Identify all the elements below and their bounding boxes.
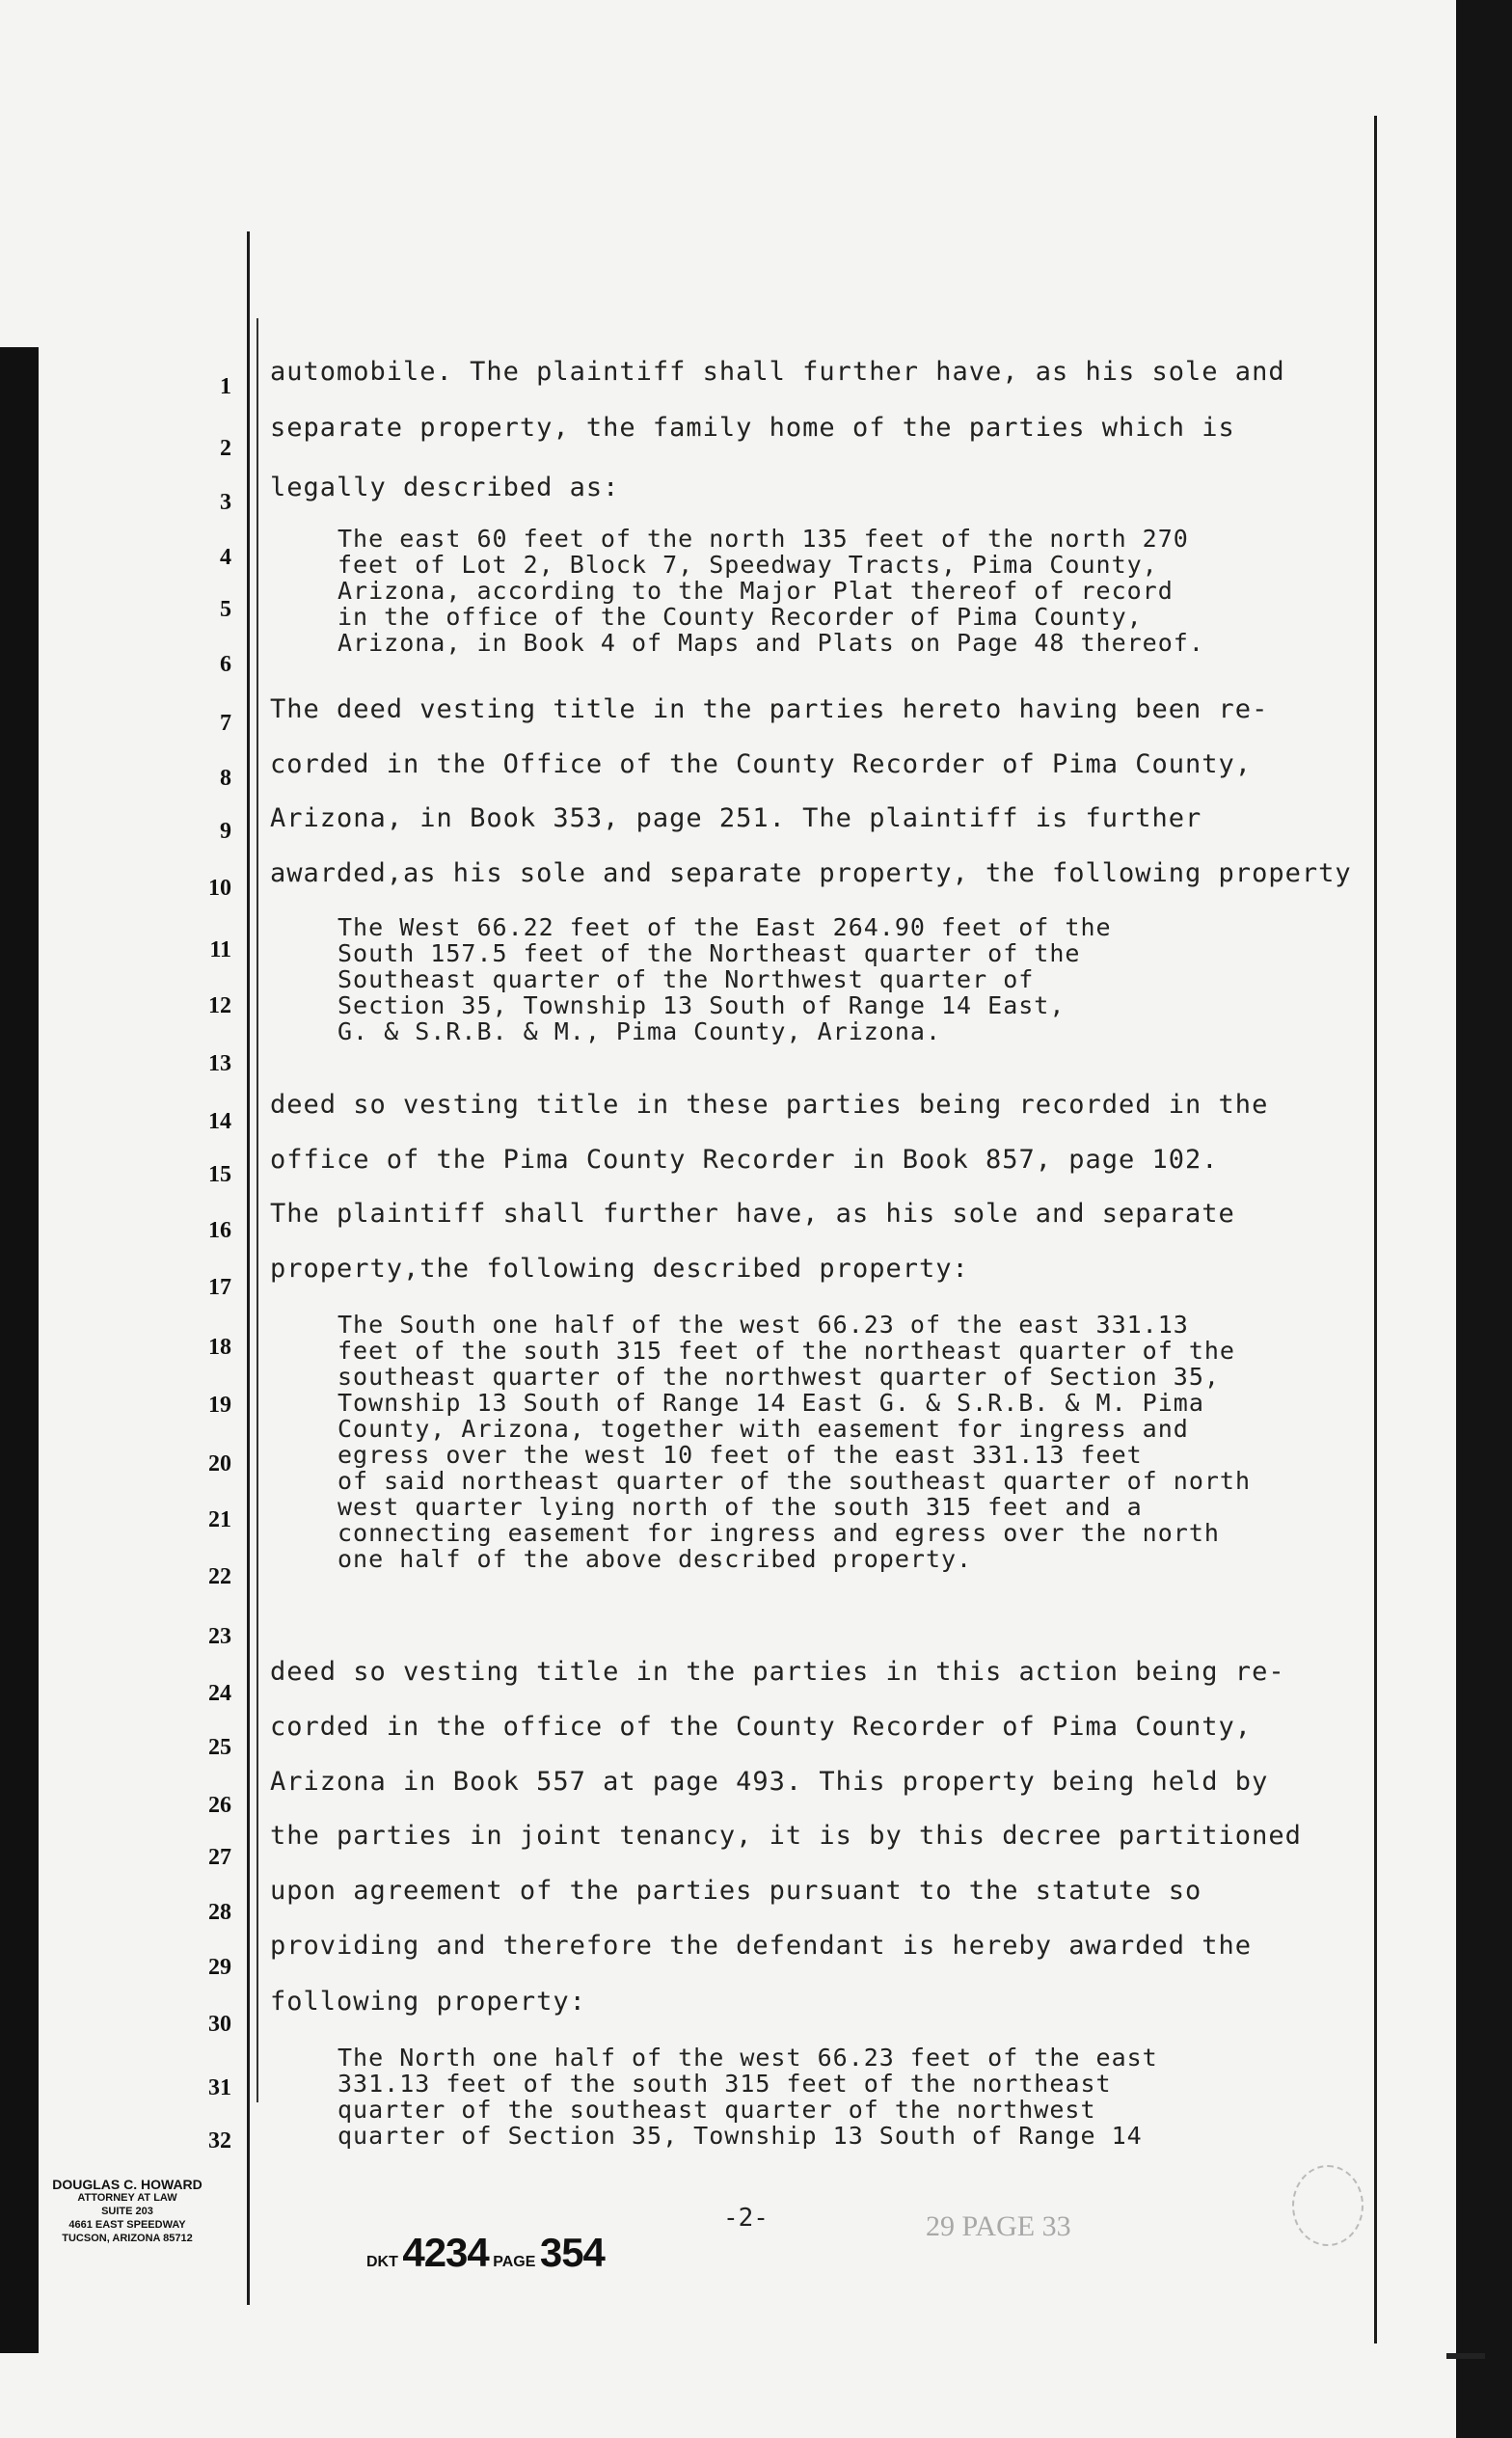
line-number: 22 xyxy=(208,1564,231,1589)
text-line: Arizona in Book 557 at page 493. This property being held by xyxy=(270,1767,1269,1797)
line-number: 32 xyxy=(208,2128,231,2154)
line-number: 25 xyxy=(208,1735,231,1760)
text-line: corded in the office of the County Recorder of Pima County, xyxy=(270,1712,1253,1742)
legal-description: The West 66.22 feet of the East 264.90 feet of the South 157.5 feet of the Northeast quarter of the Southeast quarter of the Northwest quarter of Section 35, Township 13 South of Range 14 East, G. & S.R.B. & M., Pima County, Arizona. xyxy=(338,913,1112,1045)
line-number: 11 xyxy=(209,937,231,962)
line-number: 16 xyxy=(208,1218,231,1243)
line-number: 10 xyxy=(208,876,231,901)
line-number: 29 xyxy=(208,1955,231,1980)
corner-mark xyxy=(1446,2353,1485,2359)
docket-page: 354 xyxy=(539,2230,605,2275)
line-number: 8 xyxy=(220,766,231,791)
attorney-title: ATTORNEY AT LAW xyxy=(77,2192,177,2204)
attorney-name: DOUGLAS C. HOWARD xyxy=(52,2177,202,2192)
docket-label: DKT xyxy=(366,2254,398,2270)
line-number: 12 xyxy=(208,993,231,1018)
line-number: 9 xyxy=(220,819,231,844)
line-number: 19 xyxy=(208,1393,231,1418)
line-number: 17 xyxy=(208,1275,231,1300)
line-number: 28 xyxy=(208,1900,231,1925)
line-number: 31 xyxy=(208,2075,231,2100)
seal-mark xyxy=(1292,2165,1364,2246)
line-number: 4 xyxy=(220,545,231,570)
margin-rule xyxy=(247,231,250,2305)
line-number: 27 xyxy=(208,1845,231,1870)
legal-description: The South one half of the west 66.23 of the east 331.13 feet of the south 315 feet of the northeast quarter of the southeast quarter of the northwest quarter of Section 35, Township 13 South of Range 14 East G. & S.R.B. & M. Pima County, Arizona, together with easement for ingress and egress over the west 10 feet of the east 331.13 feet of said northeast quarter of the southeast quarter of north west quarter lying north of the south 315 feet and a connecting easement for ingress and egress over the north one half of the above described property. xyxy=(338,1311,1252,1573)
text-line: property,the following described property: xyxy=(270,1254,969,1284)
attorney-city: TUCSON, ARIZONA 85712 xyxy=(62,2233,193,2244)
text-line: deed so vesting title in these parties being recorded in the xyxy=(270,1090,1269,1120)
faint-page-stamp: 29 PAGE 33 xyxy=(926,2210,1071,2242)
text-line: providing and therefore the defendant is hereby awarded the xyxy=(270,1931,1253,1961)
docket-stamp xyxy=(366,2230,605,2276)
attorney-block xyxy=(40,2178,214,2245)
text-line: Arizona, in Book 353, page 251. The plaintiff is further xyxy=(270,803,1202,833)
text-line: legally described as: xyxy=(270,473,620,502)
line-number: 7 xyxy=(220,711,231,736)
line-number: 18 xyxy=(208,1335,231,1360)
line-number: 2 xyxy=(220,436,231,461)
line-number: 24 xyxy=(208,1681,231,1706)
legal-description: The North one half of the west 66.23 feet of the east 331.13 feet of the south 315 feet of the northeast quarter of the southeast quarter of the northwest quarter of Section 35, Township 13 South of Range 14 xyxy=(338,2044,1158,2150)
line-number: 13 xyxy=(208,1051,231,1076)
line-number: 20 xyxy=(208,1451,231,1476)
docket-page-label: PAGE xyxy=(493,2254,536,2270)
text-line: upon agreement of the parties pursuant to the statute so xyxy=(270,1876,1202,1906)
line-number: 15 xyxy=(208,1162,231,1187)
text-line: the parties in joint tenancy, it is by this decree partitioned xyxy=(270,1821,1302,1851)
text-line: following property: xyxy=(270,1987,586,2017)
text-line: separate property, the family home of the parties which is xyxy=(270,413,1235,443)
text-line: deed so vesting title in the parties in this action being re- xyxy=(270,1657,1285,1687)
legal-description: The east 60 feet of the north 135 feet of the north 270 feet of Lot 2, Block 7, Speedway Tracts, Pima County, Arizona, according to the Major Plat thereof of record in the office of the County Recorder of Pima County, Arizona, in Book 4 of Maps and Plats on Page 48 thereof. xyxy=(338,525,1204,657)
text-line: office of the Pima County Recorder in Book 857, page 102. xyxy=(270,1145,1219,1175)
text-line: The deed vesting title in the parties hereto having been re- xyxy=(270,694,1269,724)
text-line: corded in the Office of the County Recorder of Pima County, xyxy=(270,749,1253,779)
line-number: 30 xyxy=(208,2012,231,2037)
margin-rule-secondary xyxy=(256,318,258,2102)
docket-number: 4234 xyxy=(402,2230,489,2275)
line-number: 26 xyxy=(208,1793,231,1818)
text-line: awarded,as his sole and separate property, the following property xyxy=(270,858,1352,888)
scan-left-edge xyxy=(0,347,39,2353)
attorney-suite: SUITE 203 xyxy=(101,2206,153,2217)
page-number: -2- xyxy=(723,2204,769,2233)
line-number: 5 xyxy=(220,597,231,622)
line-number: 6 xyxy=(220,652,231,677)
attorney-address: 4661 EAST SPEEDWAY xyxy=(68,2219,186,2231)
right-margin-rule xyxy=(1374,116,1377,2343)
line-number: 23 xyxy=(208,1624,231,1649)
line-number: 3 xyxy=(220,490,231,515)
line-number: 21 xyxy=(208,1507,231,1532)
text-line: automobile. The plaintiff shall further have, as his sole and xyxy=(270,357,1285,387)
text-line: The plaintiff shall further have, as his sole and separate xyxy=(270,1199,1235,1229)
line-number: 14 xyxy=(208,1109,231,1134)
line-number: 1 xyxy=(220,374,231,399)
